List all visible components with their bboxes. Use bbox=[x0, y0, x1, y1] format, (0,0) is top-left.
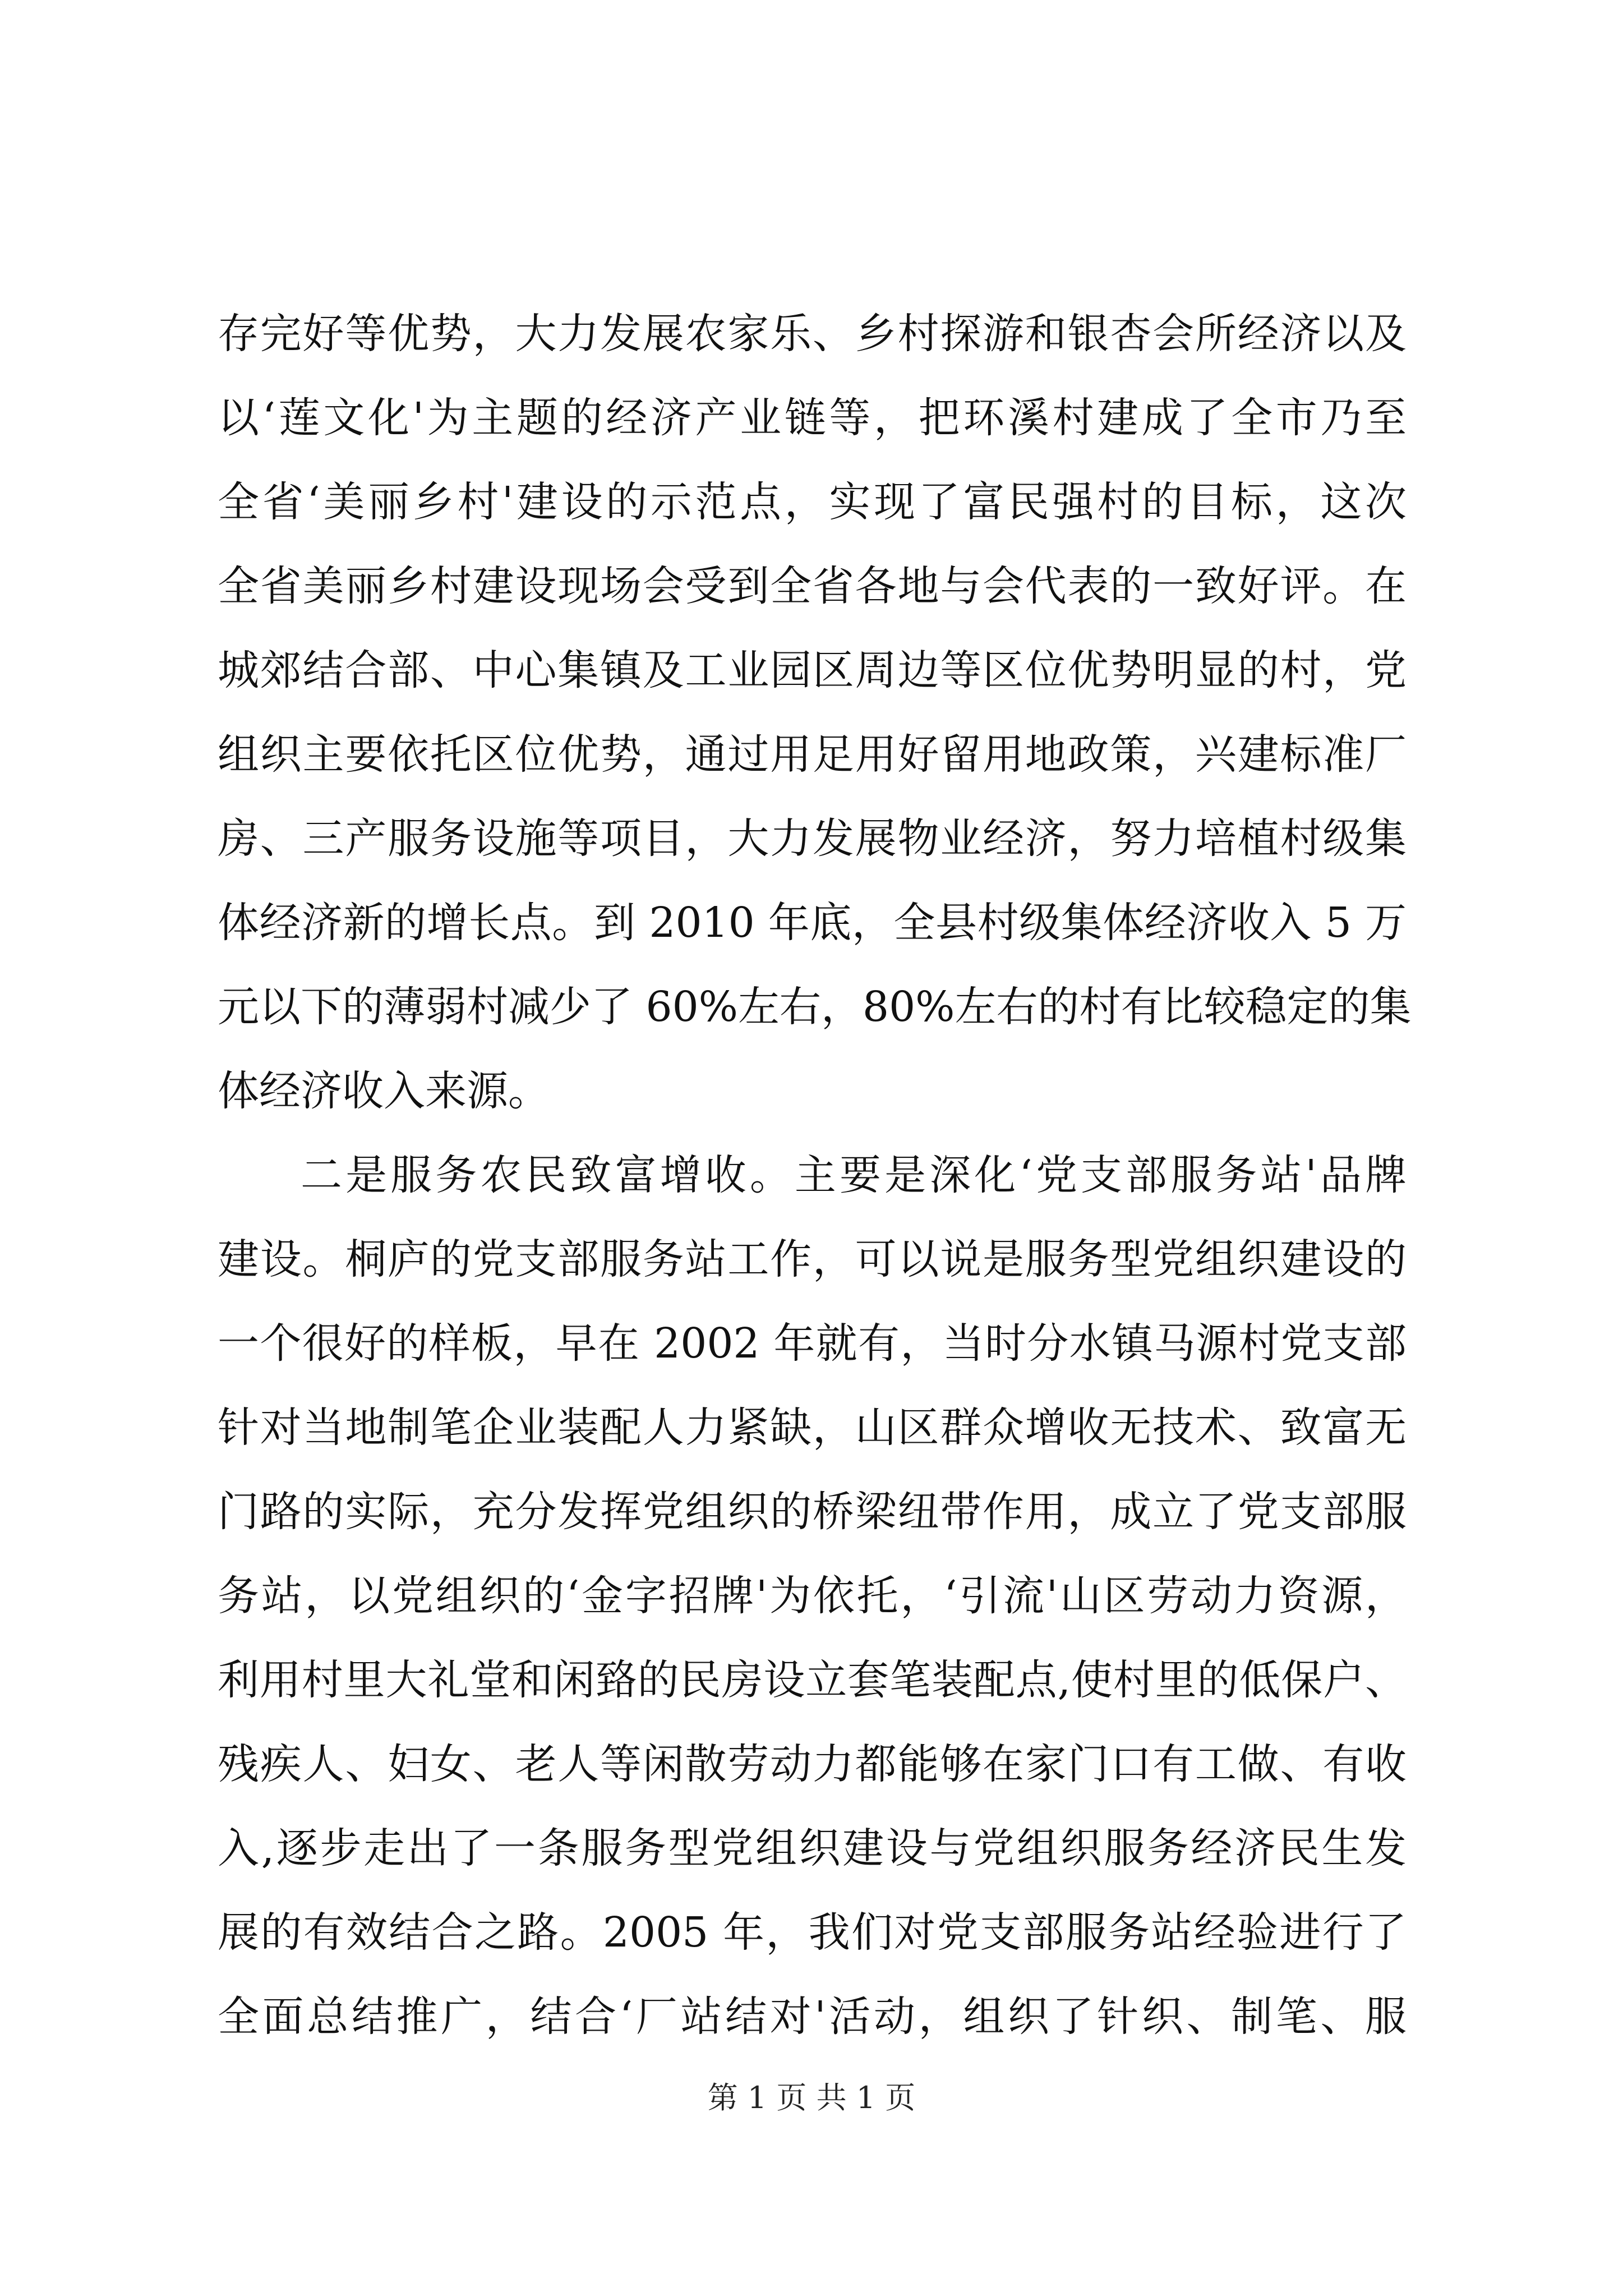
text-line: 入,逐步走出了一条服务型党组织建设与党组织服务经济民生发 bbox=[218, 1824, 1407, 1872]
text-line: 门路的实际，充分发挥党组织的桥梁纽带作用，成立了党支部服 bbox=[218, 1488, 1407, 1536]
text-line: 残疾人、妇女、老人等闲散劳动力都能够在家门口有工做、有收 bbox=[218, 1740, 1407, 1788]
text-line: 利用村里大礼堂和闲臵的民房设立套笔装配点,使村里的低保户、 bbox=[218, 1656, 1407, 1704]
text-line: 体经济收入来源。 bbox=[218, 1067, 550, 1115]
page-footer: 第 1 页 共 1 页 bbox=[707, 2080, 916, 2115]
text-line: 务站，以党组织的‘金字招牌'为依托，‘引流'山区劳动力资源， bbox=[218, 1572, 1407, 1620]
text-line: 针对当地制笔企业装配人力紧缺，山区群众增收无技术、致富无 bbox=[218, 1404, 1407, 1452]
text-line: 展的有效结合之路。2005 年，我们对党支部服务站经验进行了 bbox=[218, 1908, 1407, 1957]
text-line: 全面总结推广，结合‘厂站结对'活动，组织了针织、制笔、服 bbox=[218, 1993, 1407, 2041]
text-line: 建设。桐庐的党支部服务站工作，可以说是服务型党组织建设的 bbox=[218, 1235, 1407, 1283]
paragraph-start-line: 二是服务农民致富增收。主要是深化‘党支部服务站'品牌 bbox=[301, 1151, 1407, 1199]
text-line: 元以下的薄弱村减少了 60%左右，80%左右的村有比较稳定的集 bbox=[218, 983, 1412, 1031]
text-line: 城郊结合部、中心集镇及工业园区周边等区位优势明显的村，党 bbox=[218, 646, 1407, 694]
text-line: 一个很好的样板，早在 2002 年就有，当时分水镇马源村党支部 bbox=[218, 1319, 1407, 1368]
text-line: 全省‘美丽乡村'建设的示范点，实现了富民强村的目标，这次 bbox=[218, 478, 1407, 526]
text-line: 全省美丽乡村建设现场会受到全省各地与会代表的一致好评。在 bbox=[218, 562, 1407, 610]
text-line: 以‘莲文化'为主题的经济产业链等，把环溪村建成了全市乃至 bbox=[218, 394, 1407, 442]
text-line: 组织主要依托区位优势，通过用足用好留用地政策，兴建标准厂 bbox=[218, 730, 1407, 779]
text-line: 房、三产服务设施等项目，大力发展物业经济，努力培植村级集 bbox=[218, 815, 1407, 863]
text-line: 体经济新的增长点。到 2010 年底，全县村级集体经济收入 5 万 bbox=[218, 899, 1407, 947]
text-line: 存完好等优势，大力发展农家乐、乡村探游和银杏会所经济以及 bbox=[218, 310, 1407, 358]
